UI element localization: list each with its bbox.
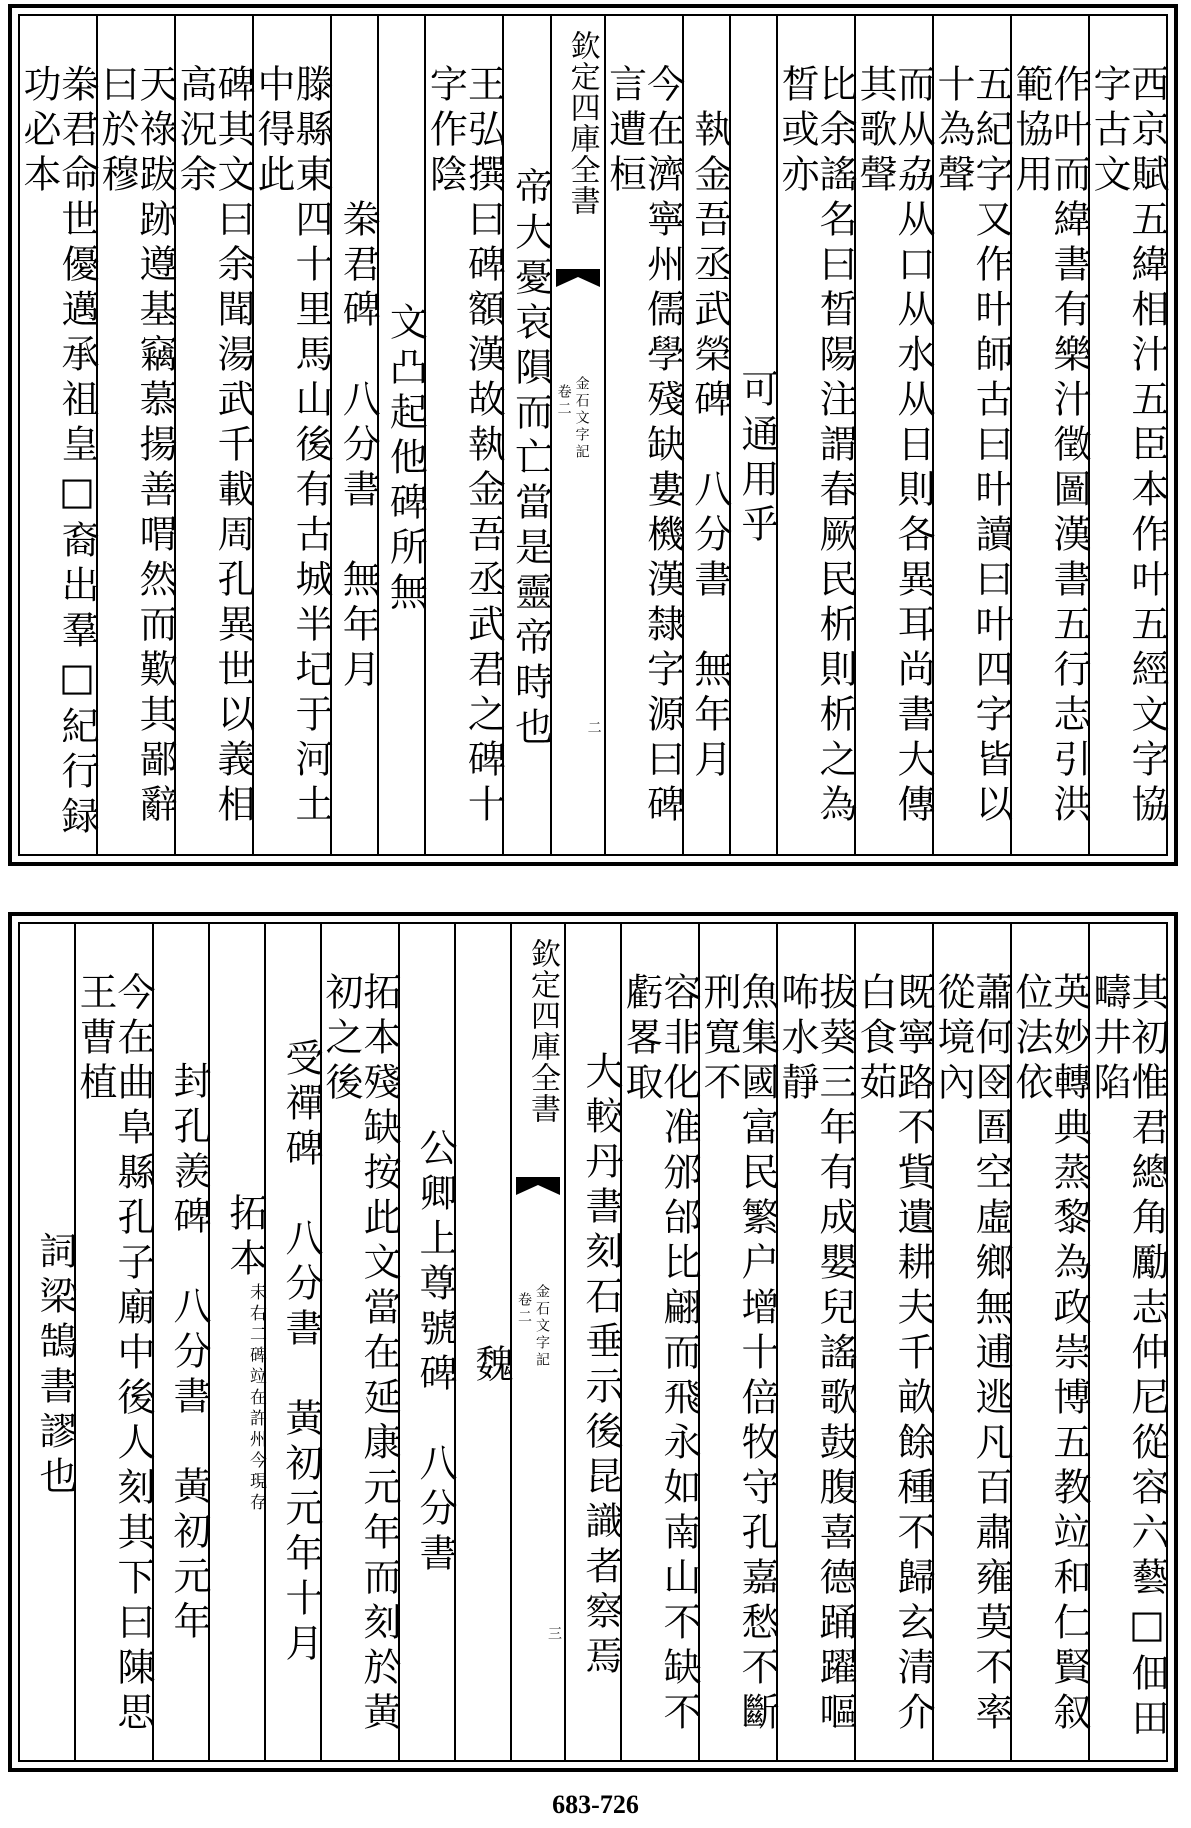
text-column: 今在濟寧州儒學殘缺婁機漢隸字源曰碑言遭桓 xyxy=(604,16,682,854)
note-line: 右二碑 xyxy=(246,1303,266,1367)
spine-volume: 卷二 xyxy=(516,1292,532,1326)
text-column: 作叶而緯書有樂汁徵圖漢書五行志引洪範協用 xyxy=(1010,16,1088,854)
text-column: 王弘撰曰碑額漢故執金吾丞武君之碑十字作陰 xyxy=(424,16,502,854)
note-line: 現存 xyxy=(246,1471,266,1514)
lower-page xyxy=(8,912,1178,1772)
spine-leaf-number: 三 xyxy=(546,1626,562,1640)
center-spine xyxy=(510,924,564,1760)
note-line: 未 xyxy=(246,1282,266,1304)
spine-title: 欽定四庫全書 xyxy=(564,30,600,216)
text-column: 執金吾丞武榮碑 八分書 無年月 xyxy=(682,16,729,854)
page-label: 683-726 xyxy=(552,1790,639,1819)
text-column: 英妙轉典蒸黎為政崇博五教竝和仁賢叙位法依 xyxy=(1010,924,1088,1760)
text-column: 拔葵三年有成嬰兒謠歌鼓腹喜德踊躍嘔咘水靜 xyxy=(776,924,854,1760)
text-column: 滕縣東四十里馬山後有古城半圮于河土中得此 xyxy=(252,16,330,854)
text-column: 拓本殘缺按此文當在延康元年而刻於黃初之後 xyxy=(320,924,398,1760)
text-column: 文凸起他碑所無 xyxy=(377,16,424,854)
spine-book-title: 金石文字記 xyxy=(573,376,590,461)
text-column: 魏 xyxy=(454,924,510,1760)
column-text: 拓本 xyxy=(223,1192,267,1283)
text-column: 比余謠名曰晳陽注謂春厥民析則析之為晳或亦 xyxy=(776,16,854,854)
text-column: 蕭何囹圄空虛鄉無逋逃凡百肅雍莫不率從境內 xyxy=(932,924,1010,1760)
text-column: 其初惟君總角勵志仲尼從容六藝□佃田疇井陷 xyxy=(1088,924,1166,1760)
note-line: 竝 xyxy=(246,1366,266,1388)
text-column: 既寧路不貲遺耕夫千畝餘種不歸玄清介白食茹 xyxy=(854,924,932,1760)
fish-tail-mark-icon xyxy=(556,269,600,295)
text-column: 公卿上尊號碑 八分書 xyxy=(398,924,454,1760)
text-column: 容非化准邠邰比翩而飛永如南山不缺不虧畧取 xyxy=(620,924,698,1760)
spine-title: 欽定四庫全書 xyxy=(525,938,560,1124)
text-column: 桊君命世優邁承祖皇□裔出羣□紀行録功必本 xyxy=(16,64,99,841)
text-column: 可通用乎 xyxy=(729,16,776,854)
text-column: 封孔羨碑 八分書 黃初元年 xyxy=(152,924,208,1760)
text-column: 西京賦五緯相汁五臣本作叶五經文字協字古文 xyxy=(1088,16,1166,854)
center-spine xyxy=(550,16,604,854)
text-column: 五紀字又作旪師古曰旪讀曰叶四字皆以十為聲 xyxy=(932,16,1010,854)
text-column-with-note xyxy=(208,924,267,1760)
spine-leaf-number: 二 xyxy=(585,720,602,734)
spine-book-title: 金石文字記 xyxy=(534,1284,550,1369)
text-column: 大較丹書刻石垂示後昆識者察焉 xyxy=(564,924,620,1760)
text-column: 受禪碑 八分書 黃初元年十月 xyxy=(264,924,320,1760)
text-column: 碑其文曰余聞湯武千載周孔異世以義相高況余 xyxy=(174,16,252,854)
text-column: 今在曲阜縣孔子廟中後人刻其下曰陳思王曹植 xyxy=(74,924,152,1760)
upper-page xyxy=(8,4,1178,866)
inline-note xyxy=(245,1283,264,1514)
text-column: 魚集國富民繁户增十倍牧守孔嘉愁不斷刑寬不 xyxy=(698,924,776,1760)
text-column: 桊君碑 八分書 無年月 xyxy=(330,16,377,854)
text-column: 帝大憂哀隕而亡當是靈帝時也 xyxy=(502,16,549,854)
fish-tail-mark-icon xyxy=(516,1177,560,1203)
spine-volume: 卷二 xyxy=(555,384,572,418)
text-column: 而从劦从口从水从日則各異耳尚書大傳其歌聲 xyxy=(854,16,932,854)
text-column: 詞梁鵠書謬也 xyxy=(33,1231,77,1501)
text-column: 天祿跋跡遵基竊慕揚善喟然而歎其鄙辭曰於穆 xyxy=(96,16,174,854)
note-line: 在許州今 xyxy=(246,1387,266,1472)
